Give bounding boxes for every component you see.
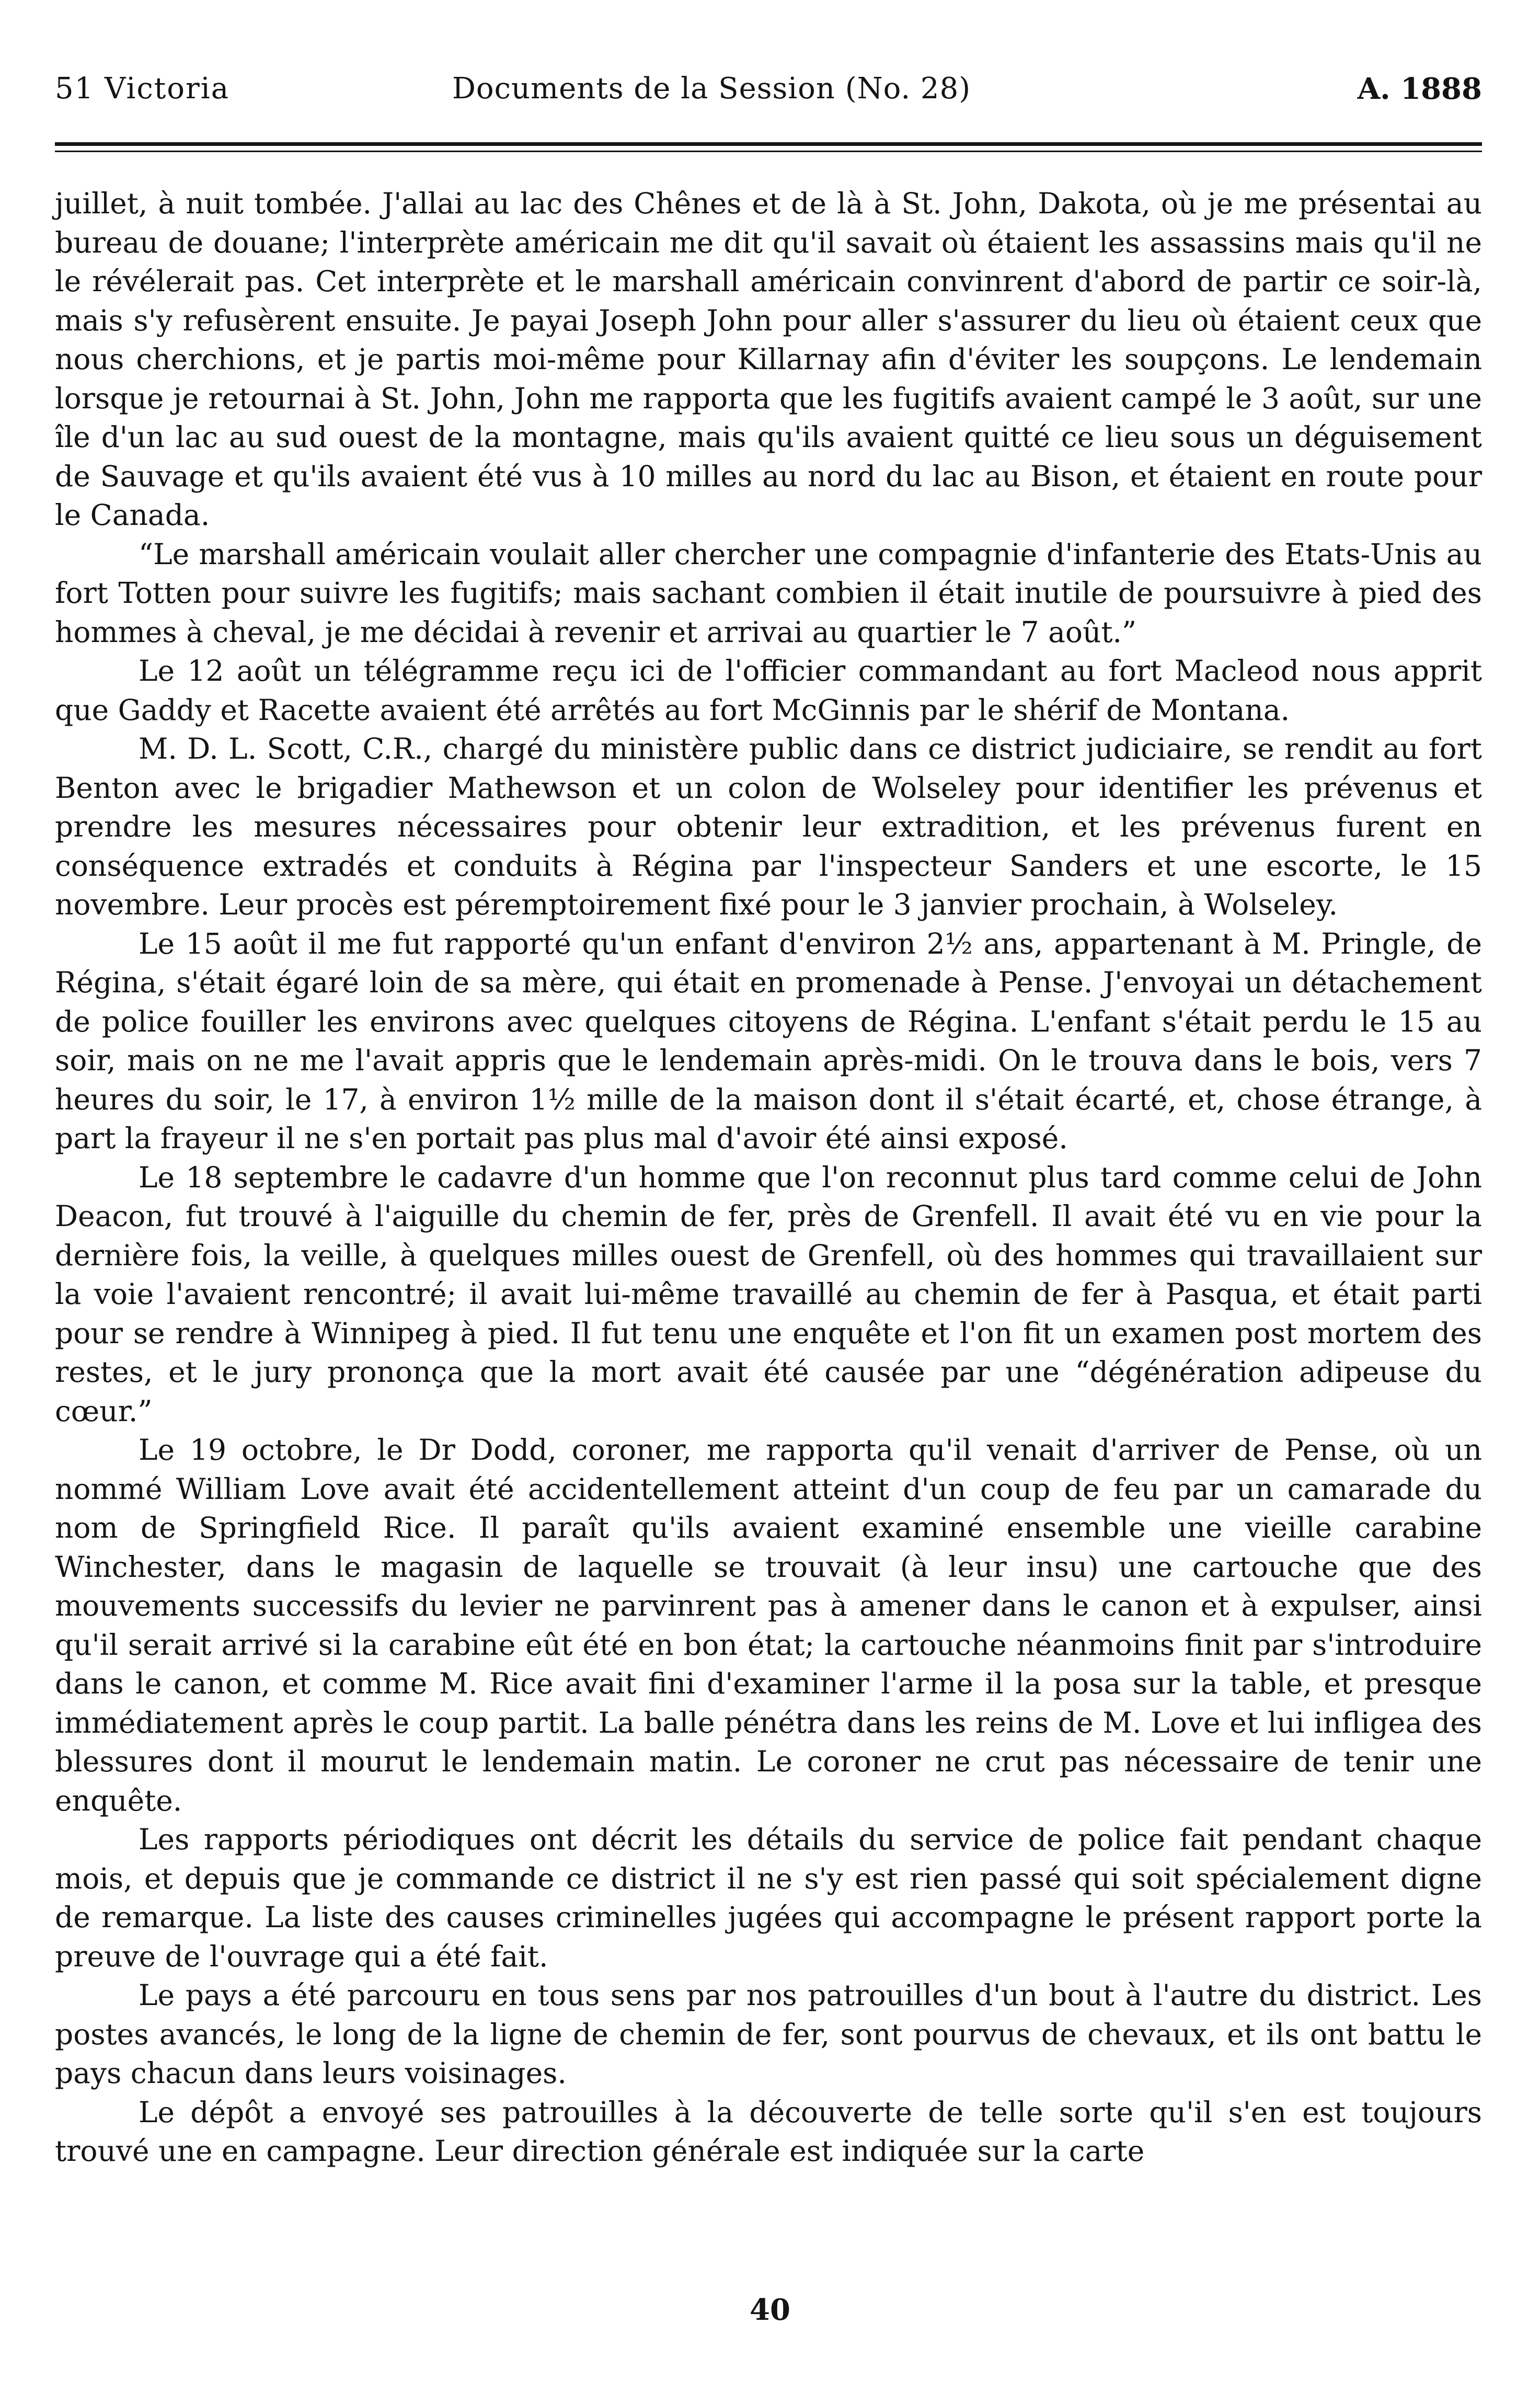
- paragraph-marshall-quote: “Le marshall américain voulait aller chercher une compagnie d'infanterie des Etats-Unis au fort Totten pour suivre les fugitifs; mais sachant combien il était inutile de poursuivre à pied des hommes à cheval, je me décidai à revenir et arrivai au quartier le 7 août.”: [55, 537, 1482, 649]
- paragraph-telegram: Le 12 août un télégramme reçu ici de l'officier commandant au fort Macleod nous apprit que Gaddy et Racette avaient été arrêtés au fort McGinnis par le shérif de Montana.: [55, 654, 1482, 727]
- paragraph-depot: Le dépôt a envoyé ses patrouilles à la découverte de telle sorte qu'il s'en est toujours trouvé une en campagne. Leur direction générale est indiquée sur la carte: [55, 2095, 1482, 2168]
- running-header: [55, 68, 1482, 110]
- paragraph-continuation: juillet, à nuit tombée. J'allai au lac des Chênes et de là à St. John, Dakota, où je me présentai au bureau de douane; l'interprète américain me dit qu'il savait où étaient les assassins mais qu'il ne le révélerait pas. Cet interprète et le marshall américain convinrent d'abord de partir ce soir-là, mais s'y refusèrent ensuite. Je payai Joseph John pour aller s'assurer du lieu où étaient ceux que nous cherchions, et je partis moi-même pour Killarnay afin d'éviter les soupçons. Le lendemain lorsque je retournai à St. John, John me rapporta que les fugitifs avaient campé le 3 août, sur une île d'un lac au sud ouest de la montagne, mais qu'ils avaient quitté ce lieu sous un déguisement de Sauvage et qu'ils avaient été vus à 10 milles au nord du lac au Bison, et étaient en route pour le Canada.: [55, 187, 1482, 532]
- paragraph-love-accident: Le 19 octobre, le Dr Dodd, coroner, me rapporta qu'il venait d'arriver de Pense, où un nommé William Love avait été accidentellement atteint d'un coup de feu par un camarade du nom de Springfield Rice. Il paraît qu'ils avaient examiné ensemble une vieille carabine Winchester, dans le magasin de laquelle se trouvait (à leur insu) une cartouche que des mouvements successifs du levier ne parvinrent pas à amener dans le canon et à expulser, ainsi qu'il serait arrivé si la carabine eût été en bon état; la cartouche néanmoins finit par s'introduire dans le canon, et comme M. Rice avait fini d'examiner l'arme il la posa sur la table, et presque immédiatement après le coup partit. La balle pénétra dans les reins de M. Love et lui infligea des blessures dont il mourut le lendemain matin. Le coroner ne crut pas nécessaire de tenir une enquête.: [55, 1433, 1482, 1817]
- paragraph-extradition: M. D. L. Scott, C.R., chargé du ministère public dans ce district judiciaire, se rendit au fort Benton avec le brigadier Mathewson et un colon de Wolseley pour identifier les prévenus et prendre les mesures nécessaires pour obtenir leur extradition, et les prévenus furent en conséquence extradés et conduits à Régina par l'inspecteur Sanders et une escorte, le 15 novembre. Leur procès est péremptoirement fixé pour le 3 janvier prochain, à Wolseley.: [55, 732, 1482, 921]
- header-document-title: Documents de la Session (No. 28): [452, 72, 971, 106]
- report-body: [55, 184, 1482, 2171]
- paragraph-lost-child: Le 15 août il me fut rapporté qu'un enfant d'environ 2½ ans, appartenant à M. Pringle, de Régina, s'était égaré loin de sa mère, qui était en promenade à Pense. J'envoyai un détachement de police fouiller les environs avec quelques citoyens de Régina. L'enfant s'était perdu le 15 au soir, mais on ne me l'avait appris que le lendemain après-midi. On le trouva dans le bois, vers 7 heures du soir, le 17, à environ 1½ mille de la maison dont il s'était écarté, et, chose étrange, à part la frayeur il ne s'en portait pas plus mal d'avoir été ainsi exposé.: [55, 926, 1482, 1155]
- header-rule-thin: [55, 151, 1482, 152]
- header-year: A. 1888: [1357, 72, 1482, 106]
- paragraph-patrols: Le pays a été parcouru en tous sens par nos patrouilles d'un bout à l'autre du district. Les postes avancés, le long de la ligne de chemin de fer, sont pourvus de chevaux, et ils ont battu le pays chacun dans leurs voisinages.: [55, 1978, 1482, 2090]
- header-rule-thick: [55, 142, 1482, 146]
- header-regnal-year: 51 Victoria: [55, 72, 230, 106]
- paragraph-deacon: Le 18 septembre le cadavre d'un homme que l'on reconnut plus tard comme celui de John Deacon, fut trouvé à l'aiguille du chemin de fer, près de Grenfell. Il avait été vu en vie pour la dernière fois, la veille, à quelques milles ouest de Grenfell, où des hommes qui travaillaient sur la voie l'avaient rencontré; il avait lui-même travaillé au chemin de fer à Pasqua, et était parti pour se rendre à Winnipeg à pied. Il fut tenu une enquête et l'on fit un examen post mortem des restes, et le jury prononça que la mort avait été causée par une “dégénération adipeuse du cœur.”: [55, 1160, 1482, 1428]
- page-number: 40: [750, 2293, 790, 2327]
- paragraph-periodic-reports: Les rapports périodiques ont décrit les détails du service de police fait pendant chaque mois, et depuis que je commande ce district il ne s'y est rien passé qui soit spécialement digne de remarque. La liste des causes criminelles jugées qui accompagne le présent rapport porte la preuve de l'ouvrage qui a été fait.: [55, 1823, 1482, 1973]
